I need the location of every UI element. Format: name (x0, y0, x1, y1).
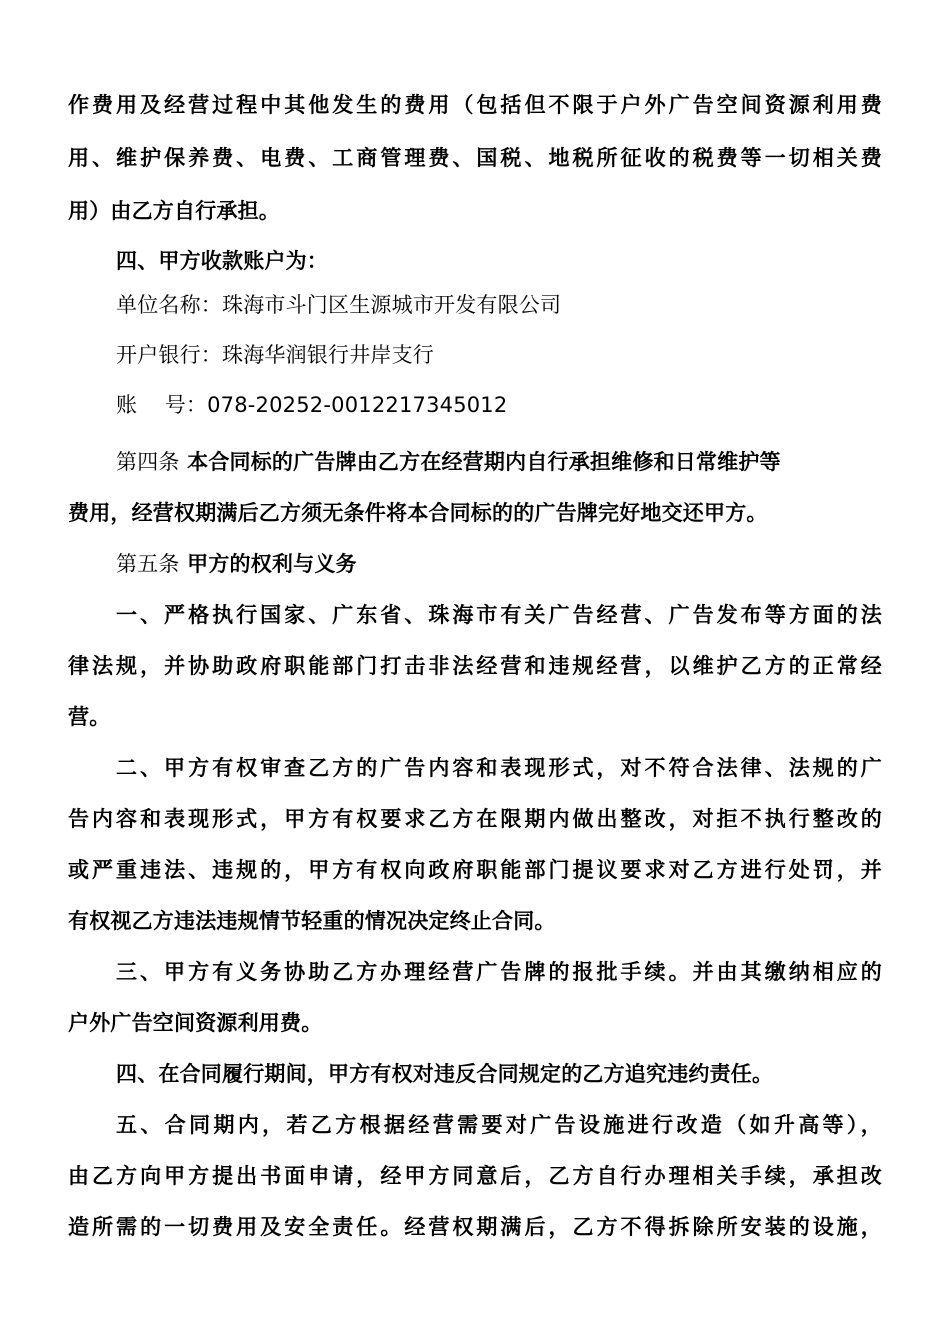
article-5-line (116, 549, 882, 579)
text-line: 用）由乙方自行承担。 (68, 199, 280, 223)
text-line: 二、甲方有权审查乙方的广告内容和表现形式，对不符合法律、法规的广 (116, 756, 882, 780)
text-line: 四、在合同履行期间，甲方有权对违反合同规定的乙方追究违约责任。 (116, 1062, 774, 1086)
text-line: 五、合同期内，若乙方根据经营需要对广告设施进行改造（如升高等）， (116, 1113, 882, 1137)
text-line: 用、维护保养费、电费、工商管理费、国税、地税所征收的税费等一切相关费 (68, 146, 882, 170)
text-line: 律法规，并协助政府职能部门打击非法经营和违规经营，以维护乙方的正常经 (68, 654, 882, 678)
text-line: 费用，经营权期满后乙方须无条件将本合同标的的广告牌完好地交还甲方。 (68, 501, 768, 525)
account-bank: 开户银行：珠海华润银行井岸支行 (116, 343, 434, 367)
article-4-text: 本合同标的广告牌由乙方在经营期内自行承担维修和日常维护等 (187, 450, 781, 474)
article-4-line (116, 447, 882, 477)
text-line: 户外广告空间资源利用费。 (68, 1011, 323, 1035)
text-line: 或严重违法、违规的，甲方有权向政府职能部门提议要求对乙方进行处罚，并 (68, 858, 882, 882)
account-name: 单位名称：珠海市斗门区生源城市开发有限公司 (116, 293, 562, 317)
text-line: 有权视乙方违法违规情节轻重的情况决定终止合同。 (68, 909, 556, 933)
section-heading: 四、甲方收款账户为： (116, 249, 328, 273)
text-line: 作费用及经营过程中其他发生的费用（包括但不限于户外广告空间资源利用费 (68, 93, 882, 117)
text-line: 由乙方向甲方提出书面申请，经甲方同意后，乙方自行办理相关手续，承担改 (68, 1164, 882, 1188)
article-4-label: 第四条 (116, 450, 180, 474)
article-5-title: 甲方的权利与义务 (187, 552, 357, 576)
account-number: 账 号：078-20252-0012217345012 (116, 393, 508, 417)
text-line: 一、严格执行国家、广东省、珠海市有关广告经营、广告发布等方面的法 (116, 603, 882, 627)
article-5-label: 第五条 (116, 552, 180, 576)
text-line: 造所需的一切费用及安全责任。经营权期满后，乙方不得拆除所安装的设施， (68, 1215, 882, 1239)
text-line: 告内容和表现形式，甲方有权要求乙方在限期内做出整改，对拒不执行整改的 (68, 807, 882, 831)
text-line: 营。 (68, 705, 111, 729)
text-line: 三、甲方有义务协助乙方办理经营广告牌的报批手续。并由其缴纳相应的 (116, 960, 882, 984)
